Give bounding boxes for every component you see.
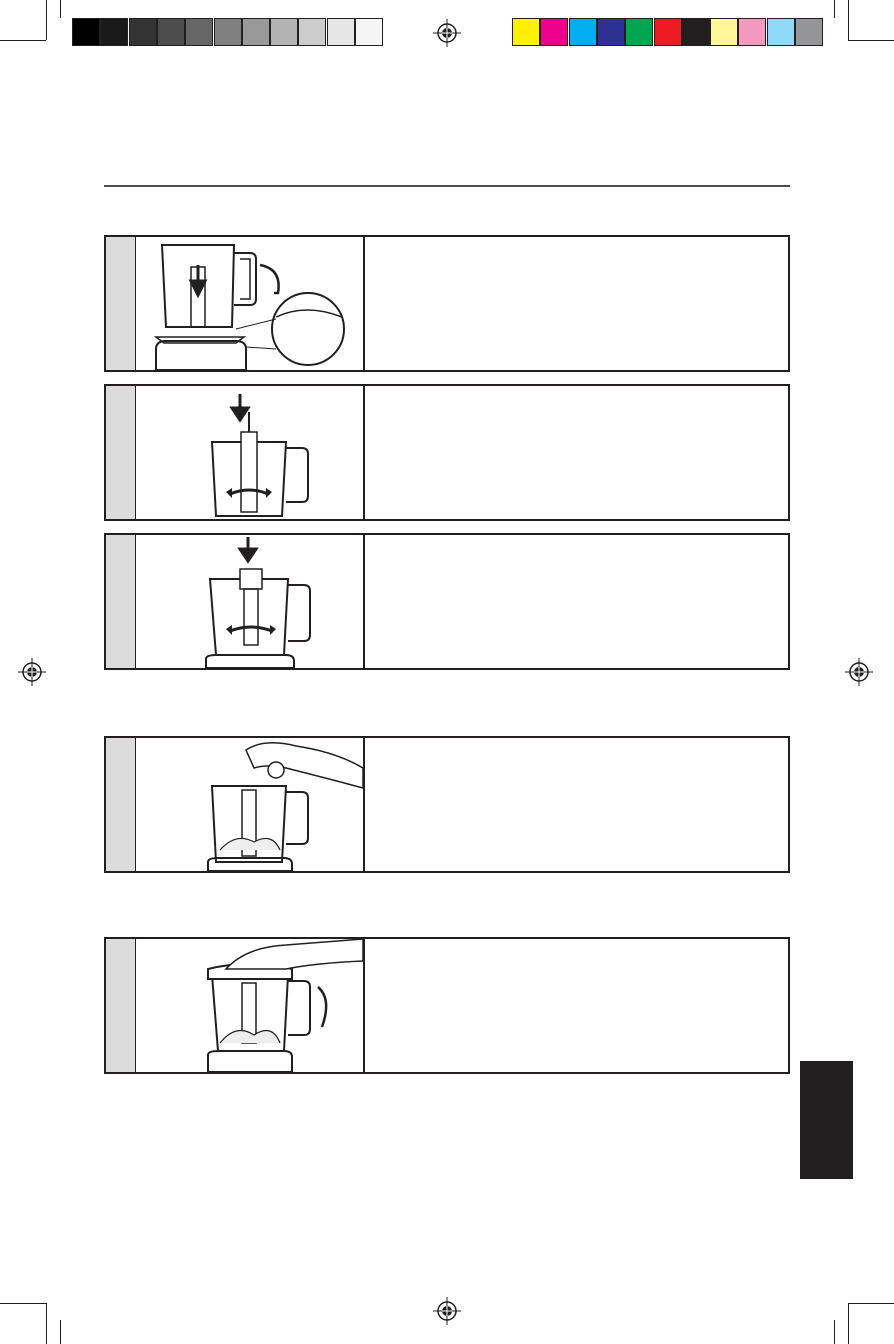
- color-swatch: [597, 18, 625, 46]
- step-number-cell: [106, 535, 136, 668]
- color-swatch: [540, 18, 568, 46]
- gray-swatch: [214, 18, 242, 46]
- registration-mark-icon: [433, 1297, 461, 1325]
- step-illustration: [136, 939, 365, 1072]
- section-divider: [104, 185, 790, 187]
- crop-mark: [834, 1320, 835, 1344]
- gray-swatch: [100, 18, 128, 46]
- section-side-tab: [800, 1061, 853, 1179]
- step-illustration: [136, 535, 365, 668]
- attach-blade-icon: [136, 535, 363, 668]
- gray-swatch: [298, 18, 326, 46]
- step-number-cell: [106, 237, 136, 370]
- crop-mark: [834, 0, 835, 18]
- step-illustration: [136, 237, 365, 370]
- gray-swatch: [129, 18, 157, 46]
- crop-mark: [60, 1320, 61, 1344]
- gray-swatch: [185, 18, 213, 46]
- crop-mark: [848, 0, 849, 40]
- crop-mark: [60, 0, 61, 18]
- gray-swatch: [270, 18, 298, 46]
- crop-mark: [848, 40, 894, 41]
- step-row-1: [104, 235, 790, 372]
- color-swatch: [682, 18, 710, 46]
- step-row-2: [104, 384, 790, 521]
- step-number-cell: [106, 386, 136, 519]
- color-swatch: [512, 18, 540, 46]
- gray-swatch: [327, 18, 355, 46]
- color-swatch: [710, 18, 738, 46]
- step-illustration: [136, 738, 365, 871]
- crop-mark: [0, 1303, 46, 1304]
- registration-mark-icon: [845, 658, 873, 686]
- color-swatch: [738, 18, 766, 46]
- color-swatch: [654, 18, 682, 46]
- step-number-cell: [106, 738, 136, 871]
- crop-mark: [848, 1303, 849, 1344]
- step-illustration: [136, 386, 365, 519]
- gray-swatch: [157, 18, 185, 46]
- gray-swatch: [242, 18, 270, 46]
- crop-mark: [46, 1303, 47, 1344]
- crop-mark: [46, 0, 47, 40]
- step-row-5: [104, 937, 790, 1074]
- registration-mark-icon: [18, 658, 46, 686]
- gray-swatch: [72, 18, 100, 46]
- crop-mark: [0, 40, 46, 41]
- insert-blade-shaft-icon: [136, 386, 363, 519]
- step-row-3: [104, 533, 790, 670]
- step-number-cell: [106, 939, 136, 1072]
- registration-mark-icon: [433, 19, 461, 47]
- color-swatch: [795, 18, 823, 46]
- bowl-on-base-lock-icon: [136, 237, 363, 370]
- color-swatch: [625, 18, 653, 46]
- add-ingredients-icon: [136, 738, 363, 871]
- close-lid-icon: [136, 939, 363, 1072]
- step-row-4: [104, 736, 790, 873]
- color-swatch: [569, 18, 597, 46]
- gray-swatch: [355, 18, 383, 46]
- color-swatch: [767, 18, 795, 46]
- crop-mark: [848, 1303, 894, 1304]
